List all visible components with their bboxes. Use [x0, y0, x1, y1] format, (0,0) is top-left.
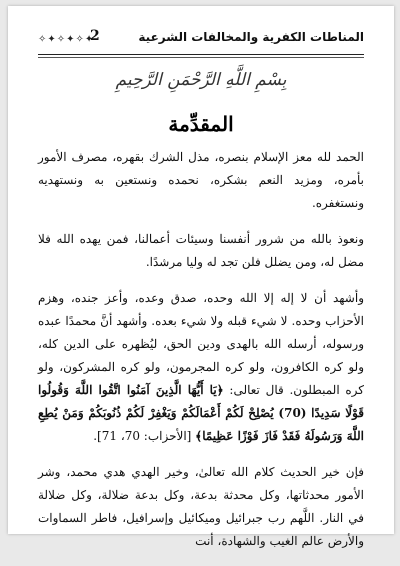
body-text — [38, 146, 364, 566]
paragraph-3-text: وأشهد أن لا إله إلا الله وحده، صدق وعده، وأعز جنده، وهزم الأحزاب وحده. لا شيء قبله ولا شيء بعده. وأشهد أنَّ محمدًا عبده ورسوله، أرسله الله بالهدى ودين الحق، ليُظهره على الدين كله، ولو كره الكافرون، ولو كره المجرمون، ولو كره المشركون، ولو كره المبطلون. قال تعالى: — [38, 291, 364, 397]
document-page — [8, 6, 394, 548]
header-rule — [38, 54, 364, 55]
page-number: 2 — [90, 28, 100, 44]
basmala-calligraphy: بِسْمِ اللَّهِ الرَّحْمَنِ الرَّحِيمِ — [115, 70, 287, 90]
paragraph-2: ونعوذ بالله من شرور أنفسنا وسيئات أعمالنا، فمن يهده الله فلا مضل له، ومن يضلل فلن تجد له وليا مرشدًا. — [38, 232, 364, 269]
header-rule-secondary — [38, 57, 364, 58]
verse-reference: [الأحزاب: 70، 71]. — [93, 429, 196, 443]
paragraph-1: الحمد لله معز الإسلام بنصره، مذل الشرك بقهره، مصرف الأمور بأمره، ومزيد النعم بشكره، نحمده ونستعين به ونستهديه ونستغفره. — [38, 150, 364, 210]
quran-verse: ﴿يَا أَيُّهَا الَّذِينَ آمَنُوا اتَّقُوا اللَّهَ وَقُولُوا قَوْلًا سَدِيدًا (70) يُصْلِحْ لَكُمْ أَعْمَالَكُمْ وَيَغْفِرْ لَكُمْ ذُنُوبَكُمْ وَمَنْ يُطِعِ اللَّهَ وَرَسُولَهُ فَقَدْ فَازَ فَوْزًا عَظِيمًا﴾ — [38, 383, 364, 443]
header-title: المناطات الكفرية والمخالفات الشرعية — [138, 30, 364, 44]
paragraph-4: فإن خير الحديث كلام الله تعالىٰ، وخير الهدي هدي محمد، وشر الأمور محدثاتها، وكل محدثة بدعة، وكل بدعة ضلالة، وكل ضلالة في النار. اللَّهم رب جبرائيل وميكائيل وإسرافيل، فاطر السماوات والأرض عالم الغيب والشهادة، أنت — [38, 465, 364, 548]
paragraph-3 — [38, 287, 364, 448]
header-ornament: ✦✧✦✧✦✧ — [38, 34, 95, 45]
section-title: المقدِّمة — [168, 112, 234, 136]
running-header — [38, 28, 364, 52]
